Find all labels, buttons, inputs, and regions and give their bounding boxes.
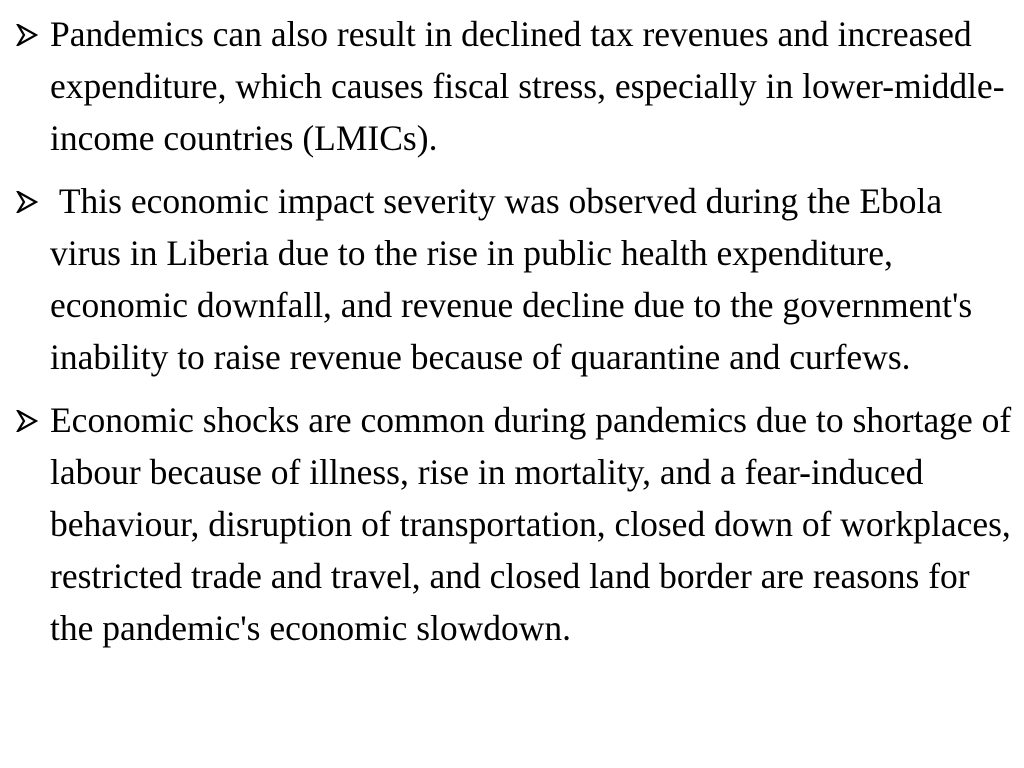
arrowhead-bullet-icon [16, 175, 40, 227]
arrowhead-bullet-icon [16, 8, 40, 60]
arrowhead-bullet-icon [16, 394, 40, 446]
bullet-item [14, 394, 1016, 654]
bullet-text: This economic impact severity was observed during the Ebola virus in Liberia due to the rise in public health expenditure, economic downfall, and revenue decline due to the government's inability to raise revenue because of quarantine and curfews. [50, 181, 982, 377]
bullet-text: Pandemics can also result in declined tax revenues and increased expenditure, which causes fiscal stress, especially in lower-middle-income countries (LMICs). [50, 14, 1005, 158]
bullet-item [14, 8, 1016, 164]
bullet-list [14, 8, 1016, 665]
bullet-text: Economic shocks are common during pandemics due to shortage of labour because of illness, rise in mortality, and a fear-induced behaviour, disruption of transportation, closed down of workplaces, restricted trade and travel, and closed land border are reasons for the pandemic's economic slowdown. [50, 400, 1012, 648]
bullet-item [14, 175, 1016, 383]
